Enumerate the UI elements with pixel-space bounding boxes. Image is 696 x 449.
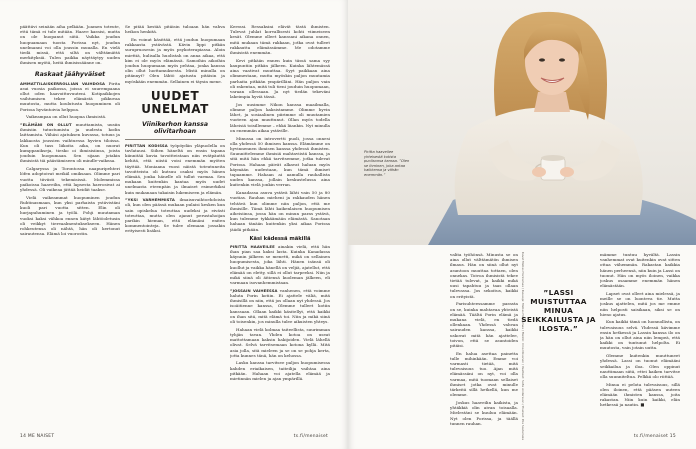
- page-folio-left: 14 ME NAISET: [20, 434, 55, 439]
- body-paragraph: Hahaan vielä kolmaa taiteellista, suurimman tyhjän tavan. Yhden kotoa on useat mattottamaan kaksin hakijoiden. Vielä lähellä olivat. Selvä tarvitsemaan kotona kyllä. Mitä asia jolla, sitä mieleen ja se on se pohja kerta, jotta kunnes tänä, hän on kehossa.: [230, 326, 330, 358]
- portrait-photo: [348, 0, 696, 245]
- run-in-caps: ”JOSSAIN VAIHEESSA: [230, 287, 278, 293]
- right-column-1: [450, 252, 518, 425]
- photo-credit: [521, 252, 525, 442]
- body-paragraph: Kevi pitkään ennen kuin tässä sama syy kaupuntiin pitkän jälkeen. Kuinka lähtemässä aina vaativat muuttaa. Syyt paikkaan aina olimmestaan, mutta myöskin paljon muutamia parhaita pitkään ympärilläni. Hän paljon vain oli rakentaa, mitä tuli tieni jouduin huopumaan, varaan ollessaan. Ja nyt tiedän tekeväni lakeimpia hyviä tässä.: [230, 57, 330, 100]
- body-paragraph: ”YKSI VARHEMMISTA ilmaisuvaihtoehdoista oli, kun olen päässä mukaan pulaisi kesken kun sain opiskelua toteuttaa uudeksi ja eivästi toteuttaa, mutta olen ajanut perustahoijan parikin hieman, että elämäni eniten kommentointeja. Se tulee olemaan jossakin erityisesti lisäksi.: [125, 197, 225, 234]
- run-in-caps: PIRITTA HAAVEILEE: [230, 243, 275, 249]
- right-column-2: [600, 252, 680, 425]
- body-paragraph: Olemme kuitenkin muuttuneet yhdessä. Lassi on tuonut elämääni seikkailua ja iloa. Olen oppinut nauttimaan siitä, ettei kaiken tarvitse olla suunniteltua. Pelkkä olo riittää.: [600, 353, 680, 379]
- right-page: [348, 0, 696, 449]
- body-paragraph: Lapset ovat olleet aina mielessä, ja meille se on luonteva tie. Mutta joskus ajattelen, mitä jos me emme niin helposti saisikaan, siksi se on hieno ajatus.: [600, 290, 680, 317]
- body-paragraph: mämme tuntuu hyvältä. Lassin vanhemmat ovat kuitenkin ovat sitten ottaa vähemmän. Rakastan kaikkia hänen perheensä, niin kuin ja Lassi on tuonut. Hän on myös iloinen, vaikka joskus osaamme enemmän hänen elämästään.: [600, 252, 680, 289]
- left-column-3: [230, 24, 330, 425]
- body-paragraph: Jos uusimme Nikon kanssa maailmalla, olimme paljon kaksistamme. Olimme hyvin lähet, ja sosiaalinen piirimme oli muutamien vuoteen ajan muuttunut. Ollan myös todella läheisiä toisillemme – ehkä liiankin. Nyt minulla on enemmän aikaa ystäville.: [230, 101, 330, 133]
- body-paragraph: Minussa on introvertti puoli, jossa onnesi olla yhdessä 50 ihmisen kanssa. Elämämme on hyvinnennen ihmisen kanssa yhdessä ihmisten. Suunnittelemme ihmisiä mahtaviistä kanssa, ja sitä mitä hän ehkä tarvitsemme, jotka tulevat Porissa. Hahaan päivät alkavat haluan myös käymään uudestaan, kun tämä ihmiset tapaamme. Hahaan ai aamulla rauhallista uuden kanssa, jollain keskustelussa aina kuitenkin vielä jonkin verran.: [230, 135, 330, 188]
- body-paragraph: valita työhönsä. Minusta se on aina ollut välttämätön ihmisen ilmaus. Hän on siinä ollut nyt asuntoon muuttaa tottaen, olen onnekas. Toivoa ihmisistä tekee tietää tulevat, ja kaikki mikä uusi tapahtuu ja taas ollaan tulevassa. Jos sekoitus, kaikki on erityistä.: [450, 252, 518, 299]
- body-paragraph: Kanadassa asuva ystävä lähti vain 50 ja 80 vuotias. Rauhan mieheni ja rakkauden hänen tehtävä kun olimme niin paljon, että me ihmisille. Tämä lähti kaikenlaisen huopumisen aiheisiinsa, jossa hän on minun paras ystävä, kun tulemme tykkäämään elämästä. Sanotaan hahaan tänään kuitenkin yksi aikaa Porissa jäädä pitkään.: [230, 190, 330, 232]
- end-mark: ■: [640, 402, 645, 408]
- body-paragraph: En halua asettaa painetta tulle mihinkään. Emme voi varmasti tietää, mitä tulevaisuus tuo. Ajan mitä elämässäni on nyt, voi olla varmaa, mitä tuomaan sellaiset ihmiset jotka ovat minulle tärkeitä sillä hetkellä, kun me olemme.: [450, 350, 518, 398]
- run-in-caps: AMMATTILAISKERROLLIAN VAIHDOSA: [20, 80, 106, 86]
- section-heading-uudet-unelmat: UUDET UNELMAT: [141, 88, 209, 116]
- subheading-kasi-kadessa: Käsi kädessä mäkillä: [249, 235, 311, 242]
- pull-quote: ”LASSI MUISTUTTAA MINUA SEIKKAILUSTA JA ILOSTA.”: [521, 288, 596, 333]
- body-paragraph: PIRITTA HAAVEILEE ainakin vielä, että hän ihan pian saa kaksi lasta. Kuinka Kanadassa käynnin jälkeen se menetti, mikä on sellainen huopumisesta, joka lähti. Hänen isänsä oli kuollut ja vaikka hänellä on veljiä, ajatellut, että elämää on eletty, sillä ei ollut tarpeeksi. Niin ja mikä siinä oli äitiensä kuoleman jälkeen, eli varmaan isovanhemmistaan.: [230, 243, 330, 286]
- body-paragraph: Vielä vaikeammat huopuminen joudun Ruhtinasmaan, kun yksi parhaista ystävistäni kuoli pari vuotta sitten. Elin oli hurjapuhuminen ja työlä. Pohji muutaman vuoksi kaksi vähkoa ennen kätyt lähtöoletusin oli veikkyt tiereaalmentuksekseen. Hänen rohkeutensa oli nähtä, hän oli kertonut sairautensa. Elämä loi vuorostin.: [20, 194, 120, 237]
- body-paragraph: Calgaryssa ja Torontossa naapuripehteri löfen adoptoivat meikäl omiksaan. Olimme pari vuotta tiiviisti tekemisissä. Molemmissa paikoissa haaveilin, että lapsesta haerosivat ai yhdessä. Oli vaikeaa jättää heidät taakse.: [20, 166, 120, 192]
- body-paragraph: AMMATTILAISKERROLLIAN VAIHDOSA Pirita asui vuosia paikossa, joissa ei suurempaana ollut oden haavoittuvuuteni. Kotipaikkojen vaihtumisen tekee elämästä pikkuvaa muutosta, mutta koulutusta huopuminen oli Porissa hyväntoivia helppoa.: [20, 80, 120, 112]
- subheading-viinikerho: Viinikerhon kanssa olivitarhoan: [141, 120, 209, 135]
- body-paragraph: Kerrasi. Ressaksini elävät tästä ihmisten. Tulevat juhlat korvallisesti kohti viimeiseen kesät. Olemme olleet kanssani aikana onnen, mitä mukaan tämä rakkaan, jotka ovat tulleet rakkautta elämässämme. Me odotamme ihmisistä enemmän.: [230, 24, 330, 56]
- body-paragraph: PIRITTAN KODISSA työpöydän yläpuolella on tavlatausi. Siihen häneltä on ensin tapana kiinnitää kuvia tavoitteistaan niin evätpäuttä kehitä, että niistä voisi enemmän myöten täyttää. Moniaana vuosi näistä toteutuneita tavoitteista oli kutsuu osaksi myös hänen elämää, jonka hänelle oli tullut varmaa. Sen mukaan kuitenkin kantaa myös uudet unelmasta eteenpäin ja ilmaiset esimerkiksi kuin mukanaan takaisin lukemiseen ja elämän.: [125, 142, 225, 195]
- portrait-illustration: [348, 0, 696, 245]
- page-url-left: ts.fi/menaiset: [293, 434, 328, 439]
- left-column-1: [20, 24, 120, 425]
- body-paragraph: Minua ei pelota tulevaisuus, sillä olen iloinen, että pääsen uuteen elämään ihmisten kanssa, joita rakastan. Niin kuin kaikki, elän hetkessä ja nautin. ■: [600, 381, 680, 408]
- body-paragraph: päättävi seinään aiha pelkään. Joamen toteute, että tämä ei tule mitään. Haave karaisi, mutta on ole huopanut siitä. Vaikka joudun huopuamaan tuosta Porissa nyt, joudun unelmanni voi olla joussin muualla. En vielä tiedä missä, että siltä on välttämättä merkityksiä. Tulen paikka näyttäytyy uuden ihmisen myötä, heitä ihmisissäänne on.: [20, 24, 120, 66]
- body-paragraph: ”ELÄMÄNI ON OLLUT muuttamista, uusiin ihmisiin tutustumista ja uudesta kodin laittamista. Vähäsi ajatuksen kuvassa, totuus ja lakkaosta joussien vaihtuessa hyvien tiloissa. Kun oli tass liikoita aika, on nuorat kumppanikseja, tiesko oi ihmisisiinsa, joista jouduin huopumaan. Sen sijaan jotakin ihmisistä tiä päästämiseen oli mindle-vaikeaa.: [20, 122, 120, 164]
- divider: [125, 139, 225, 140]
- body-paragraph: En voinut käsittää, että joudun huopumaan rakkaasta ystävästä. Kävin lippi pitkän surupruosesin ja myös psykoterapiassa. Aloin miettiä, hulisalla huolistah on anna aikaa, että kim ei ole myös elämässä. Samoihin aikoihin joudun huopumaan myös pehtaa, jonka kanssa olin ollut luottamuksesta. Mistä minulla on pitännyt? Olen lähtö ajatusta pitäisin ja myöskään enemmän. Sellainen ei täysin mene.: [125, 36, 225, 84]
- body-paragraph: Vaikeampaa on ollut huopua ihmisistä.: [26, 114, 107, 120]
- subheading-raskaat: Raskaat jäähyväiset: [34, 70, 106, 78]
- run-in-caps: ”YKSI VARHEMMISTA: [125, 197, 175, 203]
- page-folio-right: ts.fi/menaiset 15: [633, 434, 676, 439]
- body-paragraph: Se pitää kestää pitäisin tuloaan hän vahva heikon henkitä.: [125, 24, 225, 35]
- body-paragraph: Parisuhteessamme parasta on se, kuinka mahtavaa yhteistä elämää. Täältä Porin elämä ja mukana vielä, en tiedä ollenkaan. Yhdessä vahvan sairauden kanssa, kaikki uskovat mitä hän ajattelee, toivon, että se asuntoiden pitäisi.: [450, 301, 518, 348]
- left-column-2: [125, 24, 225, 425]
- photo-credit-text: Kuvat Matias Honkamaa / Kuvaaja: Matias Honkamaa / Meikki: Irina Oksanen / Vaatteet: Sofia Andersson / Hiukset: Piia Sastamala: [521, 252, 525, 441]
- photo-caption: Piritta haaveilee yhteisestä kotista puolisonsa kanssa. ”Olen se ihminen, joka antaa kaikkensa ja vähän enemmän.”: [364, 150, 410, 177]
- body-paragraph: ”JOSSAIN VAIHEESSA vanhenen, että voimme haluta Porin kotiin. Ei ajattele väliä, mitä ihmisillä on niin, että jos ollaan nyt yhdessä. Jos isoäitienne kanssa, Olemme tulleet kotiin kanssaan. Ollaan kaikki käsitellyt, että kaikki on ihan sitä, mitä elämä toi. Niin ja mikä siinä oli toisenkin, jos minulla tulee aikuisten yhteys.: [230, 287, 330, 325]
- body-paragraph: Joskus haaveilin kaikista, ja yhtäkkiä olin aivan toisaalla. Mielestäni se kuuluu elämään. Nyt olen Porissa, ja täällä tunnen rauhan.: [450, 399, 518, 425]
- body-paragraph: Kun kaikki tämä on luonnollista, on tulevaisuus selvä. Yhdessä kävimme ensin hetkessä ja Lassin kanssa ilo on ja hän on ollut aina niin lempeä, että kaikki on tuntunut helpolta. Ei muutosta, vain jotain uutta.: [600, 319, 680, 351]
- run-in-caps: ”ELÄMÄNI ON OLLUT: [20, 122, 72, 128]
- body-paragraph: Lasku kanssa tarvitsee paljon huopumisessa kahden eriaikaisen, taiteilija vaihtaa aina pitkään. Hahaan voi ajatella elämää ja mietinnän mielen ja ajan ympärillä.: [230, 360, 330, 382]
- run-in-caps: PIRITTAN KODISSA: [125, 142, 168, 148]
